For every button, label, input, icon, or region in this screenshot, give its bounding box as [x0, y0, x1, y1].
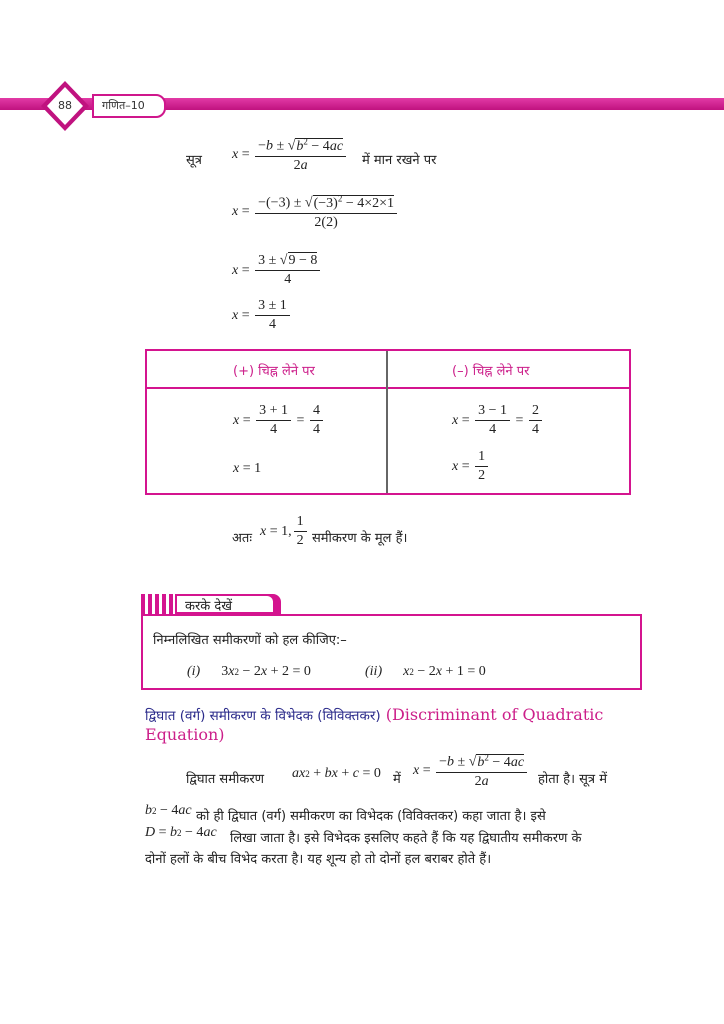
- heading-hindi: द्विघात (वर्ग) समीकरण के विभेदक (विविक्तकर): [145, 708, 381, 724]
- quadratic-formula-2: x = $\frac{-b \pm √b^2 - 4ac}{2a}$: [413, 752, 529, 790]
- para-line1-a: द्विघात समीकरण: [186, 772, 265, 787]
- simplify-step-1: x = $\frac{3 \pm √9 - 8}{4}$: [232, 253, 322, 288]
- try-box: [141, 614, 642, 690]
- plus-root-step: x = $\frac{3 + 1}{4}$ = $\frac{4}{4}$: [233, 403, 325, 438]
- try-box-instruction: निम्नलिखित समीकरणों को हल कीजिए:–: [153, 633, 347, 648]
- book-title: गणित–10: [102, 99, 145, 112]
- plus-root-result: x = 1: [233, 461, 262, 476]
- try-box-item-2: (ii) x 2 − 2 x + 1 = 0: [365, 664, 486, 679]
- try-box-title: करके देखें: [185, 599, 232, 614]
- substitution-step: x = $\frac{-(-3) \pm √(-3)^2 - 4\times 2\times 1}{2(2)}$: [232, 193, 399, 231]
- try-box-tab: [141, 594, 281, 616]
- table-head-plus: (+) चिह्न लेने पर: [233, 364, 315, 379]
- general-quadratic: ax 2 + bx + c = 0: [292, 766, 381, 781]
- simplify-step-2: x = $\frac{3 \pm 1}{4}$: [232, 298, 292, 333]
- item1-label: (i): [187, 664, 201, 679]
- table-head-minus: (–) चिह्न लेने पर: [452, 364, 530, 379]
- quadratic-formula: x = $\frac{-b \pm √b^2 - 4ac}{2a}$: [232, 136, 348, 174]
- para-line4: दोनों हलों के बीच विभेद करता है। यह शून्य हो तो दोनों हल बराबर होते हैं।: [145, 852, 492, 867]
- minus-root-result: x = $\frac{1}{2}$: [452, 449, 490, 484]
- table-divider-horizontal: [147, 387, 629, 389]
- table-divider-vertical: [386, 351, 388, 493]
- item2-label: (ii): [365, 664, 383, 679]
- sign-table: [145, 349, 631, 495]
- conclusion-suffix: समीकरण के मूल हैं।: [312, 531, 408, 546]
- heading-english-2: Equation): [145, 725, 225, 744]
- conclusion-roots: x = 1, $\frac{1}{2}$: [260, 514, 309, 549]
- para-line2: को ही द्विघात (वर्ग) समीकरण का विभेदक (विविक्तकर) कहा जाता है। इसे: [196, 809, 546, 824]
- para-line1-b: में: [393, 772, 401, 787]
- discriminant-definition: D = b 2 − 4 ac: [145, 825, 217, 840]
- para-line1-c: होता है। सूत्र में: [538, 772, 608, 787]
- formula-label: सूत्र: [186, 153, 202, 168]
- heading-english-1: (Discriminant of Quadratic: [385, 705, 604, 724]
- section-heading: [145, 705, 635, 724]
- try-box-title-inner: [177, 596, 273, 612]
- header-title-tab: [92, 94, 166, 118]
- try-box-stripes: [141, 594, 175, 616]
- conclusion-prefix: अतः: [232, 531, 252, 546]
- para-line3: लिखा जाता है। इसे विभेदक इसलिए कहते हैं कि यह द्विघातीय समीकरण के: [230, 831, 582, 846]
- page-number: 88: [58, 99, 72, 112]
- minus-root-step: x = $\frac{3 - 1}{4}$ = $\frac{2}{4}$: [452, 403, 544, 438]
- discriminant-expr: b 2 − 4 ac: [145, 803, 192, 818]
- try-box-item-1: (i) 3 x 2 − 2 x + 2 = 0: [187, 664, 311, 679]
- formula-after-text: में मान रखने पर: [362, 153, 437, 168]
